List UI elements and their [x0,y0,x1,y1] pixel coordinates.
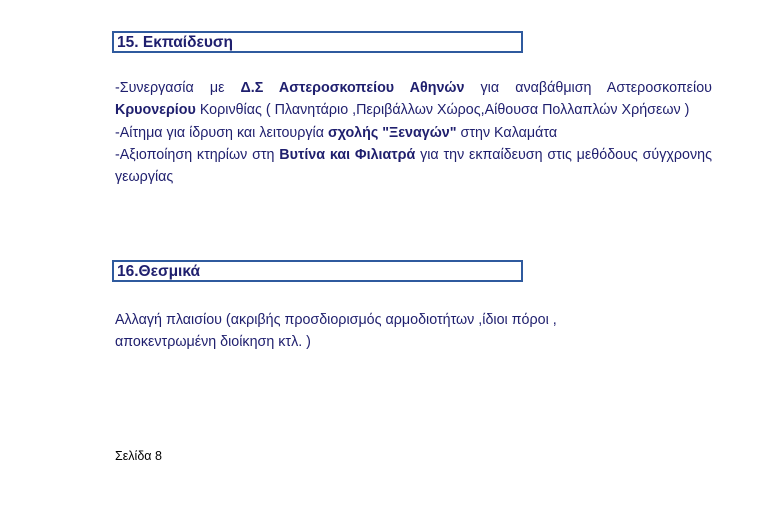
paragraph-text: -Αίτημα για ίδρυση και λειτουργία [115,124,328,141]
paragraph-observatory [115,77,712,122]
paragraph-text: στην Καλαμάτα [456,124,558,141]
bold-text: Δ.Σ Αστεροσκοπείου Αθηνών [240,80,465,96]
paragraph-text: για την εκπαίδευση στις μεθόδους σύγχρονης γεωργίας [115,146,712,186]
section-heading-institutional [112,260,523,282]
bold-text: Κρυονερίου [115,102,196,119]
section-heading-education-text: 15. Εκπαίδευση [117,34,233,51]
paragraph-text: -Συνεργασία με [115,80,241,96]
paragraph-guides-school [115,122,712,144]
page-number: Σελίδα 8 [115,449,162,463]
section-heading-institutional-text: 16.Θεσμικά [117,263,201,280]
bold-text: Βυτίνα και Φιλιατρά [279,146,416,163]
section-body-institutional [115,309,712,353]
paragraph-line: αποκεντρωμένη διοίκηση κτλ. ) [115,334,311,350]
paragraph-buildings [115,144,712,189]
bold-text: σχολής "Ξεναγών" [327,124,457,141]
paragraph-text: για αναβάθμιση Αστεροσκοπείου [464,80,712,96]
section-body-education [115,77,712,188]
paragraph-line: Αλλαγή πλαισίου (ακριβής προσδιορισμός αρμοδιοτήτων ,ίδιοι πόροι , [115,312,557,328]
paragraph-text: -Αξιοποίηση κτηρίων στη [115,146,280,163]
section-heading-education [112,31,523,53]
paragraph-text: Κορινθίας ( Πλανητάριο ,Περιβάλλων Χώρος,Αίθουσα Πολλαπλών Χρήσεων ) [195,102,690,119]
